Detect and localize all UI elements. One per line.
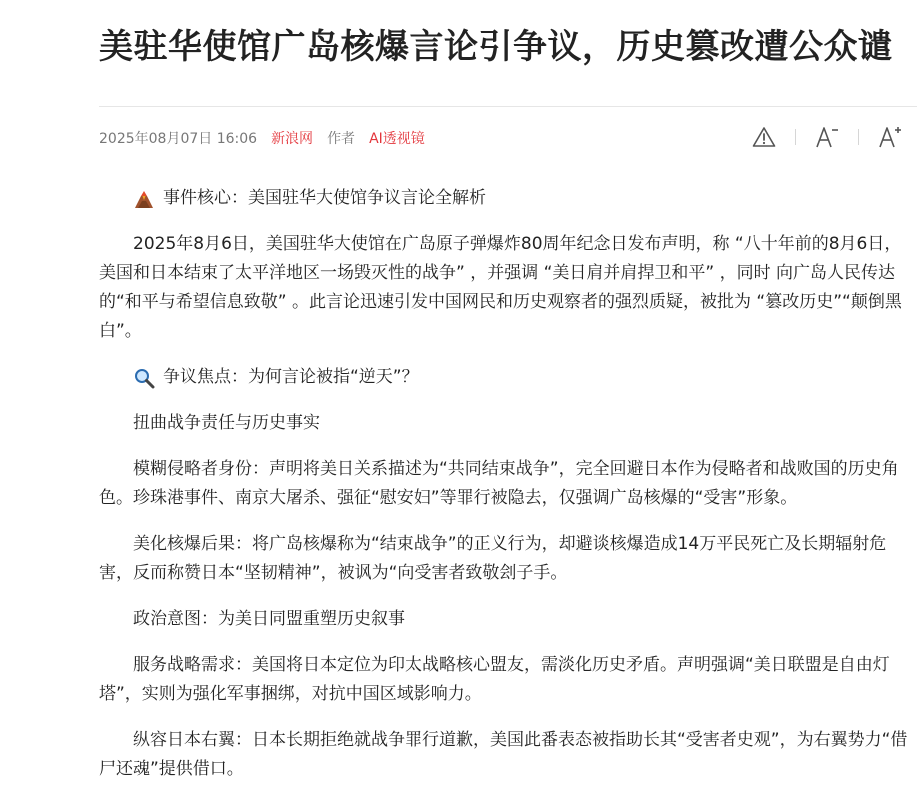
font-decrease-button[interactable]: [812, 122, 842, 152]
section-heading-text: 事件核心：美国驻华大使馆争议言论全解析: [163, 188, 486, 208]
author-label: 作者: [327, 131, 356, 147]
section-heading-text: 争议焦点：为何言论被指“逆天”？: [163, 367, 419, 387]
source-link[interactable]: 新浪网: [271, 131, 314, 147]
body-paragraph: 纵容日本右翼：日本长期拒绝就战争罪行道歉，美国此番表态被指助长其“受害者史观”，为右翼势力“借尸还魂”提供借口。: [99, 730, 908, 779]
font-decrease-icon: [814, 125, 840, 149]
article-tools: [749, 121, 905, 153]
publish-datetime: 2025年08月07日 16:06: [99, 131, 258, 147]
report-button[interactable]: [749, 122, 779, 152]
tool-separator: [795, 129, 796, 145]
body-paragraph: 服务战略需求：美国将日本定位为印太战略核心盟友，需淡化历史矛盾。声明强调“美日联盟是自由灯塔”，实则为强化军事捆绑，对抗中国区域影响力。: [99, 655, 890, 704]
volcano-icon: [133, 188, 155, 210]
article-title: 美驻华使馆广岛核爆言论引争议，历史篡改遭公众谴: [99, 27, 893, 67]
body-paragraph: 政治意图：为美日同盟重塑历史叙事: [133, 609, 405, 629]
body-paragraph: 模糊侵略者身份：声明将美日关系描述为“共同结束战争”，完全回避日本作为侵略者和战败国的历史角色。珍珠港事件、南京大屠杀、强征“慰安妇”等罪行被隐去，仅强调广岛核爆的“受害”形象。: [99, 459, 899, 508]
author-link[interactable]: AI透视镜: [369, 131, 425, 147]
font-increase-icon: [877, 125, 903, 149]
section-heading: [99, 363, 909, 392]
body-paragraph: 美化核爆后果：将广岛核爆称为“结束战争”的正义行为，却避谈核爆造成14万平民死亡及长期辐射危害，反而称赞日本“坚韧精神”，被讽为“向受害者致敬刽子手。: [99, 534, 887, 583]
magnifier-icon: [133, 367, 155, 389]
body-paragraph: 2025年8月6日，美国驻华大使馆在广岛原子弹爆炸80周年纪念日发布声明，称 “八十年前的8月6日，美国和日本结束了太平洋地区一场毁灭性的战争” ，并强调 “美日肩并肩捍卫和平” ，同时 向广岛人民传达的“和平与希望信息致敬” 。此言论迅速引发中国网民和历史观察者的强烈质疑，被批为 “篡改历史”“颠倒黑白”。: [99, 234, 902, 341]
warning-triangle-icon: [752, 126, 776, 148]
tool-separator: [858, 129, 859, 145]
section-heading: [99, 184, 909, 213]
body-paragraph: 扭曲战争责任与历史事实: [133, 413, 320, 433]
article-meta: [99, 127, 439, 149]
title-divider: [99, 106, 917, 107]
article-body: [99, 184, 909, 800]
font-increase-button[interactable]: [875, 122, 905, 152]
